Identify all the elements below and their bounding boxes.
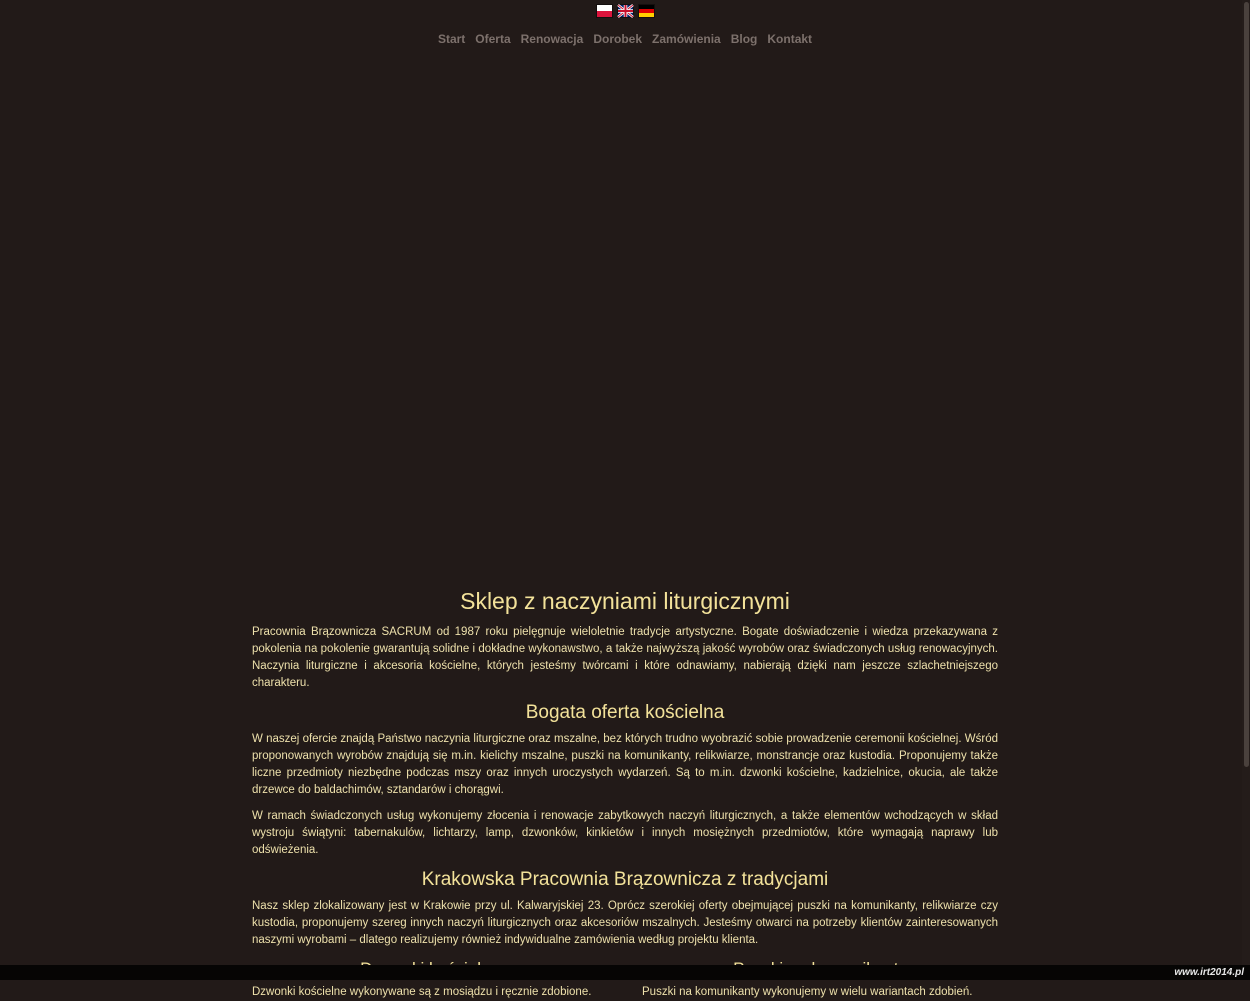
credit-link[interactable]: www.irt2014.pl — [1174, 967, 1244, 978]
nav-item-dorobek[interactable]: Dorobek — [593, 32, 643, 46]
flag-gb-icon[interactable] — [618, 5, 633, 17]
nav-item-zamowienia[interactable]: Zamówienia — [652, 32, 721, 46]
intro-paragraph: Pracownia Brązownicza SACRUM od 1987 roku pielęgnuje wieloletnie tradycje artystyczne. Bogate doświadczenie i wiedza przekazywana z pokolenia na pokolenie gwarantują solidne i dokładne wykonawstwo, a także najwyższą jakość wyrobów oraz świadczonych usług renowacyjnych. Naczynia liturgiczne i akcesoria kościelne, których jesteśmy twórcami i które odnawiamy, nabierają dzięki nam jeszcze szlachetniejszego charakteru. — [252, 626, 998, 689]
vertical-scrollbar[interactable] — [1242, 0, 1250, 965]
flag-de-icon[interactable] — [639, 5, 654, 17]
column-text: Dzwonki kościelne wykonywane są z mosiądzu i ręcznie zdobione. — [252, 986, 592, 998]
column-text: Puszki na komunikanty wykonujemy w wielu wariantach zdobień. — [642, 986, 973, 998]
nav-item-oferta[interactable]: Oferta — [475, 32, 511, 46]
main-content — [252, 586, 998, 1001]
footer-bar — [0, 965, 1250, 980]
nav-item-kontakt[interactable]: Kontakt — [767, 32, 813, 46]
main-nav — [0, 32, 1250, 46]
scrollbar-thumb[interactable] — [1244, 2, 1249, 767]
section-heading: Krakowska Pracownia Brązownicza z tradycjami — [421, 869, 829, 890]
nav-item-renowacja[interactable]: Renowacja — [520, 32, 584, 46]
section-heading: Bogata oferta kościelna — [525, 702, 725, 723]
page-title: Sklep z naczyniami liturgicznymi — [460, 588, 790, 614]
section-paragraph: Nasz sklep zlokalizowany jest w Krakowie przy ul. Kalwaryjskiej 23. Oprócz szerokiej oferty obejmującej puszki na komunikanty, relikwiarze czy kustodia, proponujemy szereg innych naczyń liturgicznych oraz akcesoriów mszalnych. Jesteśmy otwarci na potrzeby klientów zainteresowanych naszymi wyrobami – dlatego realizujemy również indywidualne zamówienia według projektu klienta. — [252, 900, 998, 946]
nav-item-start[interactable]: Start — [437, 32, 466, 46]
section-paragraph: W naszej ofercie znajdą Państwo naczynia liturgiczne oraz mszalne, bez których trudno wyobrazić sobie prowadzenie ceremonii kościelnej. Wśród proponowanych wyrobów znajdują się m.in. kielichy mszalne, puszki na komunikanty, relikwiarze, monstrancje oraz kustodia. Proponujemy także liczne przedmioty niezbędne podczas mszy oraz innych uroczystych wydarzeń. Są to m.in. dzwonki kościelne, kadzielnice, okucia, ale także drzewce do baldachimów, sztandarów i chorągwi. — [252, 733, 998, 796]
language-switcher — [0, 5, 1250, 17]
flag-pl-icon[interactable] — [597, 5, 612, 17]
nav-item-blog[interactable]: Blog — [730, 32, 758, 46]
hero-banner — [0, 58, 1250, 578]
section-paragraph: W ramach świadczonych usług wykonujemy złocenia i renowacje zabytkowych naczyń liturgicznych, a także elementów wchodzących w skład wystroju świątyni: tabernakulów, lichtarzy, lamp, dzwonków, kinkietów i innych mosiężnych przedmiotów, które wymagają naprawy lub odświeżenia. — [252, 810, 998, 856]
